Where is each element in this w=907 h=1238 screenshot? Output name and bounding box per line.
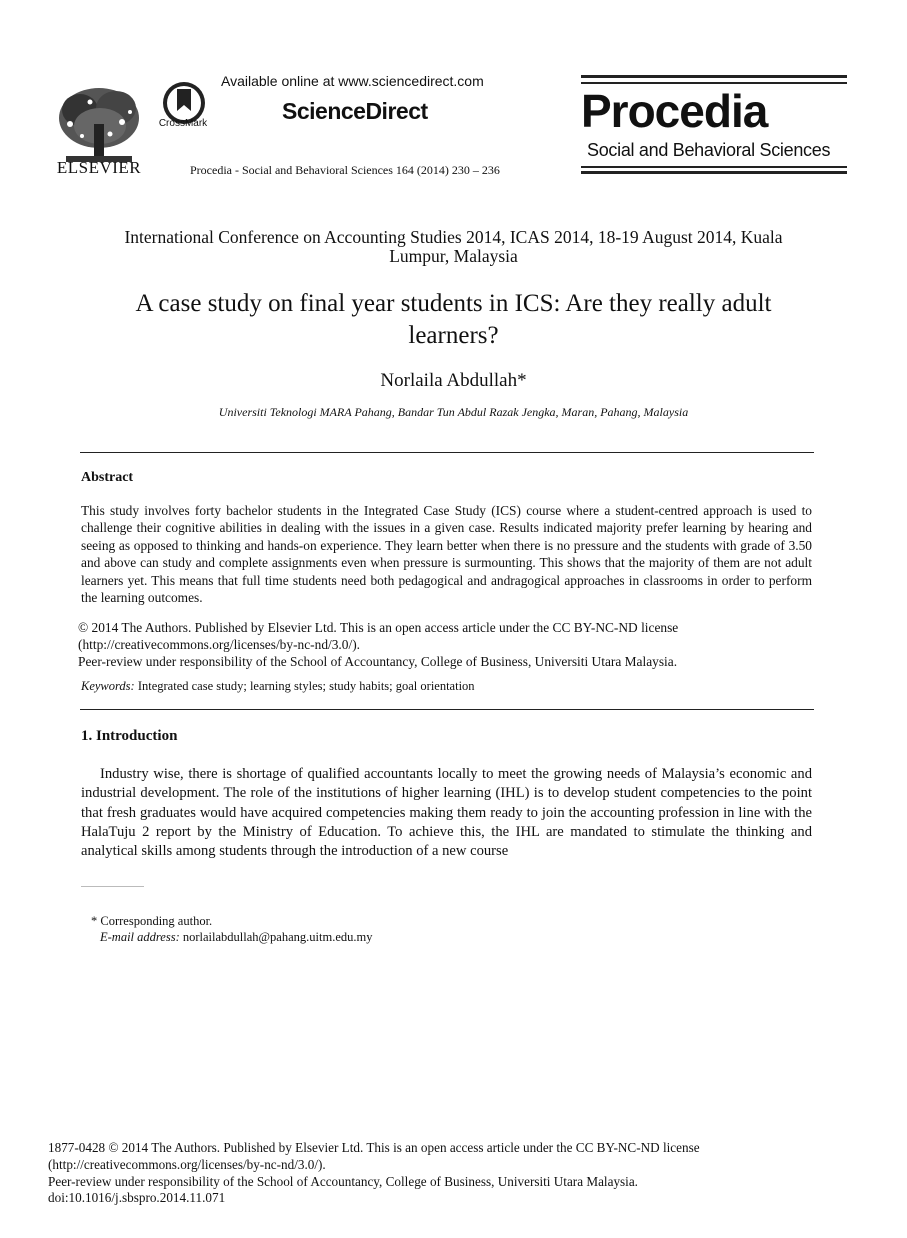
masthead-rule-top [581,75,847,78]
introduction-heading: 1. Introduction [81,728,178,744]
abstract-heading: Abstract [81,470,134,485]
conference-line-1: International Conference on Accounting Studies 2014, ICAS 2014, 18-19 August 2014, Kuala [124,227,783,247]
footnote [91,913,372,945]
conference-name [60,228,847,266]
license-link[interactable]: (http://creativecommons.org/licenses/by-nc-nd/3.0/). [78,637,361,652]
procedia-subtitle: Social and Behavioral Sciences [587,140,831,160]
conference-line-2: Lumpur, Malaysia [389,246,518,266]
copyright-line: © 2014 The Authors. Published by Elsevier Ltd. This is an open access article under the CC BY-NC-ND license [78,620,679,635]
keywords-list: Integrated case study; learning styles; study habits; goal orientation [134,679,475,693]
keywords-label: Keywords: [81,679,135,693]
copyright-notice [78,619,818,670]
peer-review-line: Peer-review under responsibility of the School of Accountancy, College of Business, Universiti Utara Malaysia. [78,654,678,669]
masthead-rule-top-2 [581,82,847,84]
email-line [91,929,372,945]
abstract-text: This study involves forty bachelor students in the Integrated Case Study (ICS) course where a student-centred approach is used to challenge their cognitive abilities in dealing with the issues in a given case. Results indicated majority prefer learning by hearing and seeing as opposed to thinking and hands-on experience. They learn better when there is no pressure and the students with grade of 3.50 and above can study and complete assignments even when pressure is surmounting. This shows that the majority of them are not adult learners yet. This means that full time students need both pedagogical and andragogical approaches in classrooms in order to perform the learning outcomes. [81,503,812,606]
journal-citation: Procedia - Social and Behavioral Sciences 164 (2014) 230 – 236 [190,163,500,177]
email-address[interactable]: norlailabdullah@pahang.uitm.edu.my [179,930,373,944]
keywords [81,679,475,694]
procedia-title: Procedia [581,85,768,137]
footer-license-link[interactable]: (http://creativecommons.org/licenses/by-nc-nd/3.0/). [48,1156,326,1172]
author-affiliation: Universiti Teknologi MARA Pahang, Bandar Tun Abdul Razak Jengka, Maran, Pahang, Malaysia [218,405,689,419]
footnote-rule [81,886,144,887]
publisher-name: ELSEVIER [56,158,142,177]
footer-doi[interactable]: doi:10.1016/j.sbspro.2014.11.071 [48,1190,226,1206]
page-footer [48,1140,700,1207]
footer-issn-line: 1877-0428 © 2014 The Authors. Published by Elsevier Ltd. This is an open access article under the CC BY-NC-ND license [48,1140,700,1155]
abstract-rule-top [80,452,814,453]
masthead-rule-bottom-2 [581,171,847,174]
abstract-rule-bottom [80,709,814,710]
email-label: E-mail address: [100,930,180,944]
title-line-2: learners? [408,322,499,349]
introduction-text: Industry wise, there is shortage of qualified accountants locally to meet the growing needs of Malaysia’s economic and industrial development. The role of the institutions of higher learning (IHL) is to develop student competencies to the point that fresh graduates would have acquired competencies making them ready to join the accounting profession in line with the HalaTuju 2 report by the Ministry of Education. To achieve this, the IHL are mandated to stimulate the thinking and analytical skills among students through the introduction of a new course [81,766,812,860]
sciencedirect-logo: ScienceDirect [282,98,428,124]
corresponding-author-note: * Corresponding author. [91,914,213,928]
footer-peer-review: Peer-review under responsibility of the School of Accountancy, College of Business, Universiti Utara Malaysia. [48,1173,638,1189]
masthead-rule-bottom [581,166,847,168]
paper-title [60,288,847,352]
title-line-1: A case study on final year students in ICS: Are they really adult [135,290,772,317]
crossmark-label: CrossMark [158,118,208,129]
author-name: Norlaila Abdullah* [380,370,527,391]
available-online-text: Available online at www.sciencedirect.com [221,73,484,89]
